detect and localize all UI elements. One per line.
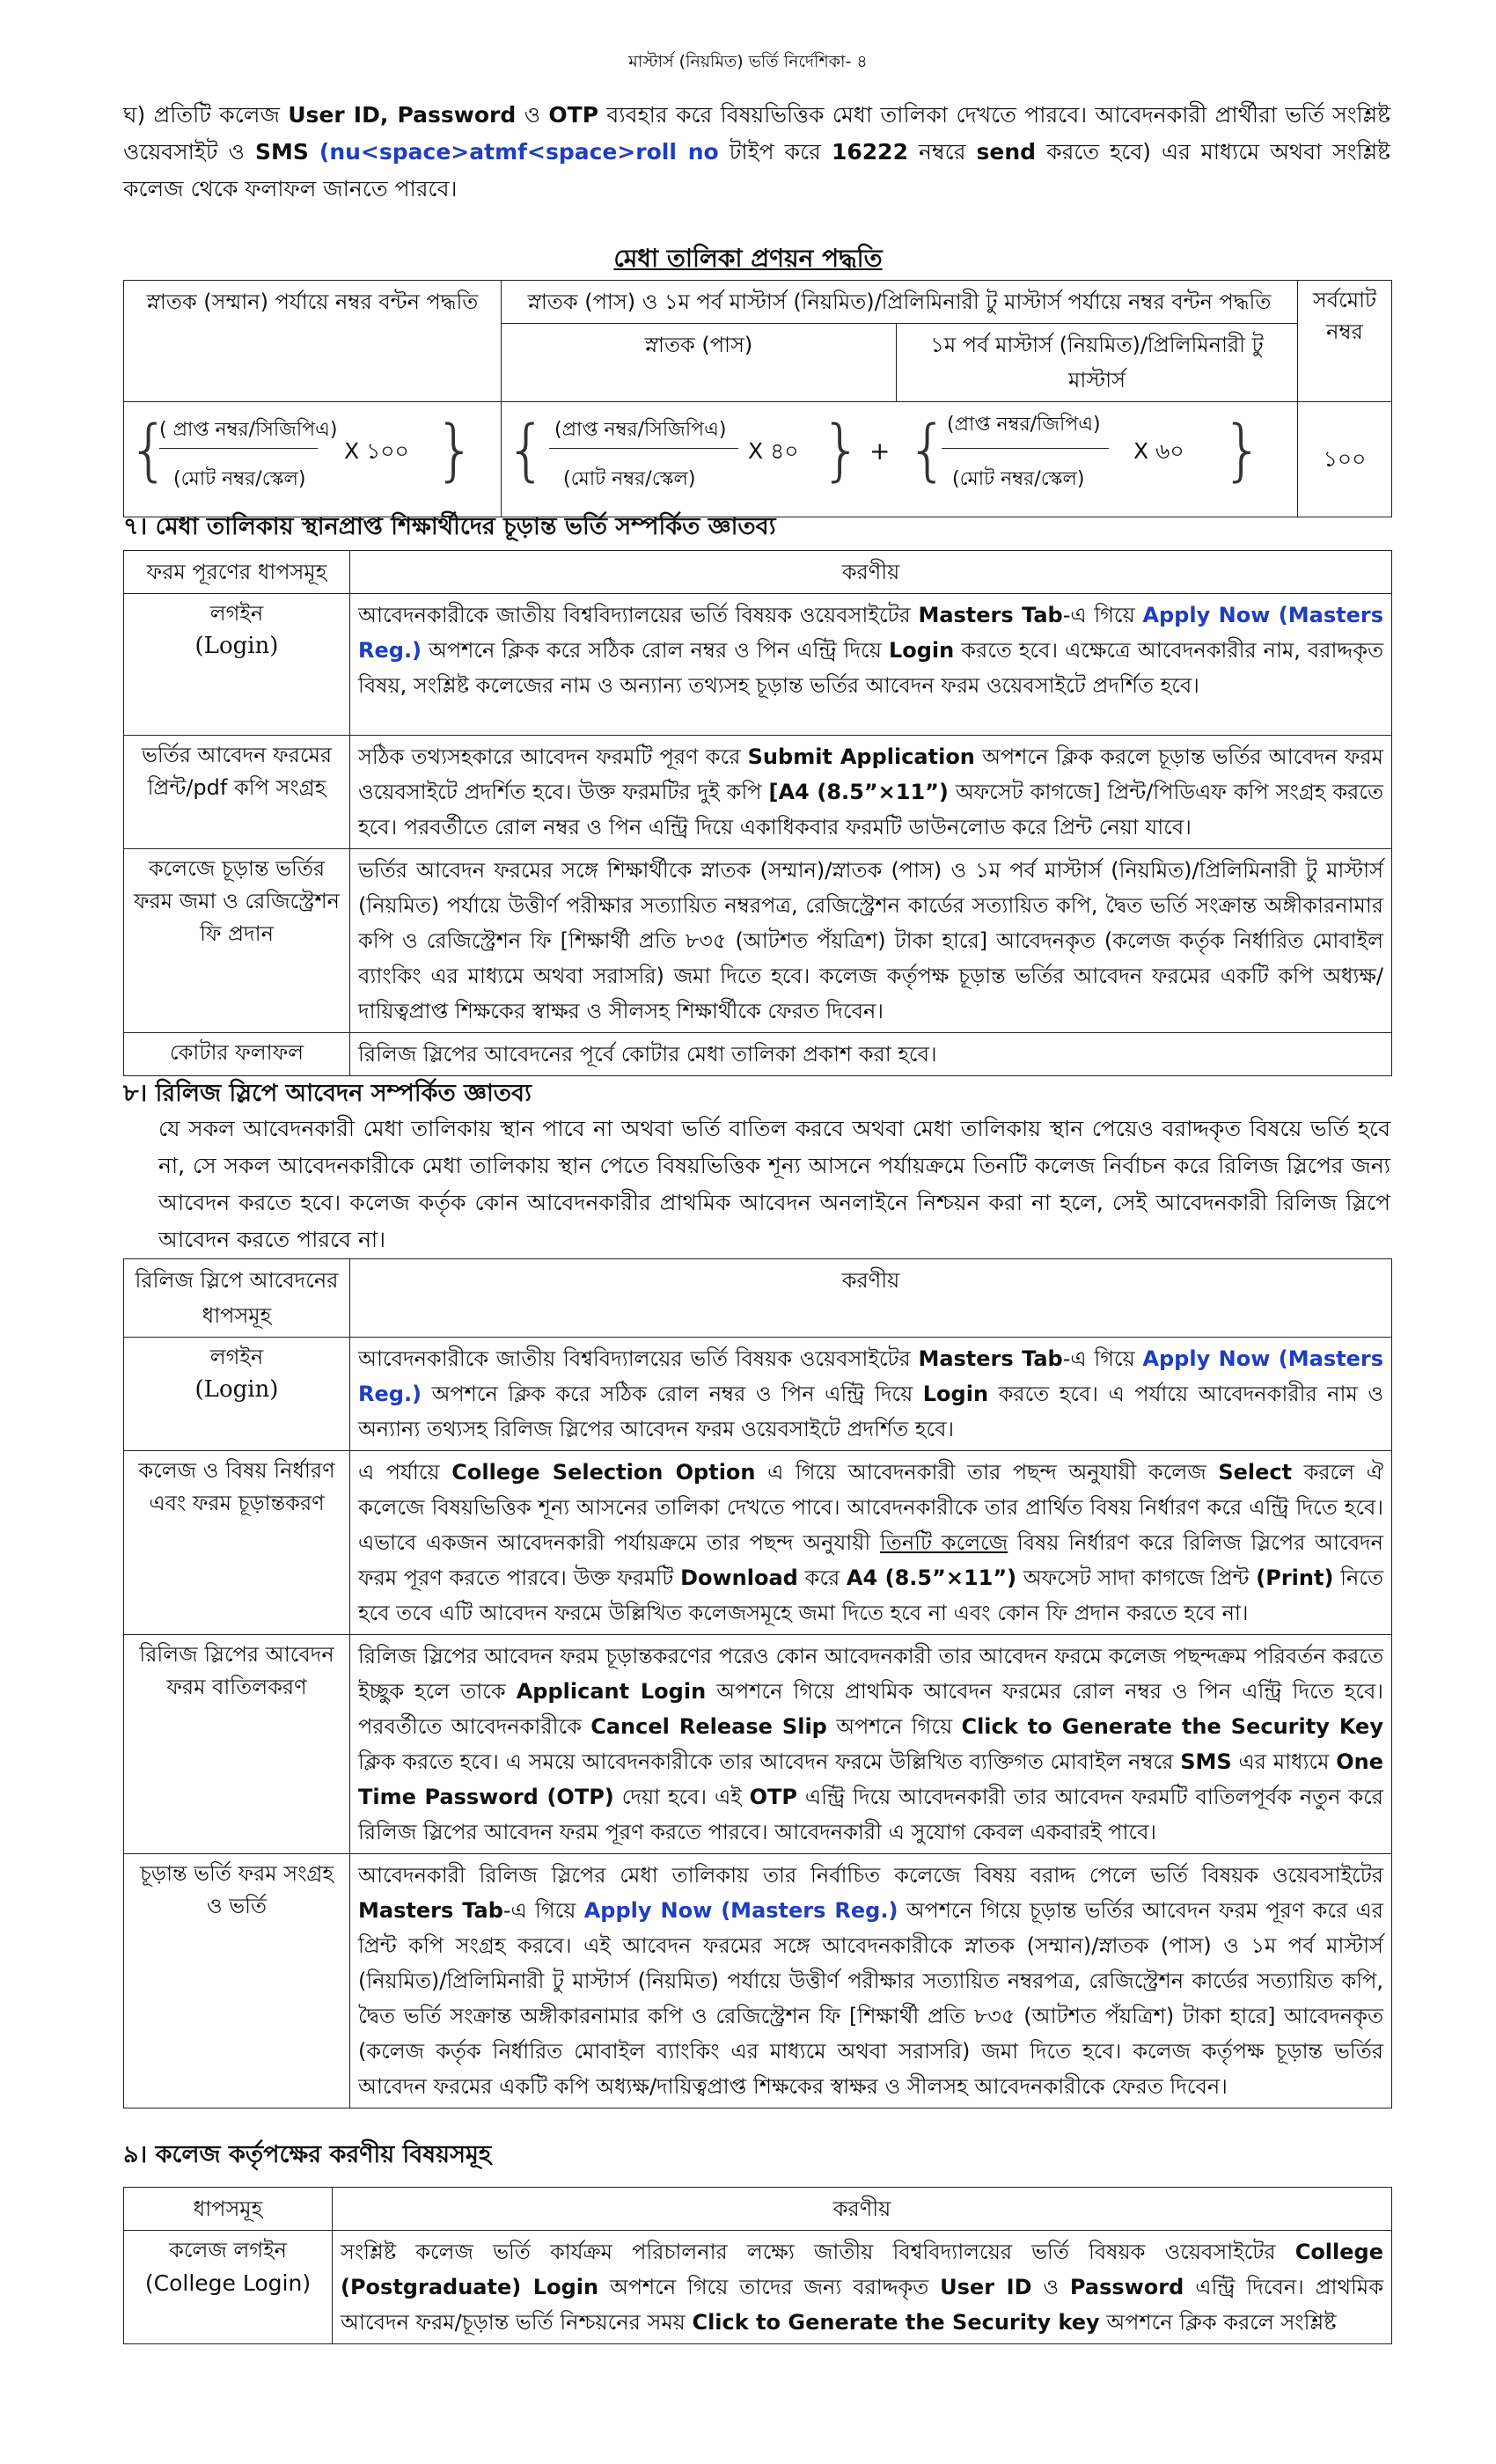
text: ও	[1043, 2275, 1060, 2299]
text: বিষয় নির্ধারণ করে রিলিজ স্লিপের আবেদন ফরম পূরণ করতে পারবে। উক্ত ফরমটি	[358, 1530, 1383, 1590]
section-7-title: ৭। মেধা তালিকায় স্থানপ্রাপ্ত শিক্ষার্থীদের চূড়ান্ত ভর্তি সম্পর্কিত জ্ঞাতব্য	[123, 513, 776, 540]
formula-plus: +	[869, 436, 891, 466]
text: -এ গিয়ে	[1062, 1346, 1135, 1371]
table-row	[124, 736, 1392, 849]
text-bold: Masters Tab	[918, 1346, 1063, 1371]
intro-text: ব্যবহার করে বিষয়ভিত্তিক মেধা তালিকা দেখতে পারবে। আবেদনকারী প্রার্থীরা ভর্তি সংশ্লিষ্ট ওয়েবসাইট ও	[123, 102, 1390, 165]
text: আবেদনকারীকে জাতীয় বিশ্ববিদ্যালয়ের ভর্তি বিষয়ক ওয়েবসাইটের	[358, 1346, 911, 1371]
text-bold: Select	[1218, 1460, 1293, 1485]
text-bold: Click to Generate the Security key	[692, 2310, 1100, 2335]
section-8-table	[123, 1258, 1392, 2108]
text-bold: Download	[680, 1566, 798, 1590]
sec7-action-print	[350, 736, 1392, 849]
sec7-step-login	[124, 594, 350, 736]
text-bold: A4 (8.5”×11”)	[846, 1566, 1017, 1590]
text: -এ গিয়ে	[1062, 603, 1135, 627]
step-label: কলেজ লগইন	[169, 2238, 287, 2262]
right-brace-icon: }	[820, 410, 863, 488]
formula-denominator: (মোট নম্বর/স্কেল)	[563, 468, 696, 490]
fraction-line	[942, 448, 1109, 449]
merit-formula-pass	[502, 402, 1298, 517]
text: দেয়া হবে। এই	[621, 1785, 742, 1809]
sec8-step-college: কলেজ ও বিষয় নির্ধারণ এবং ফরম চূড়ান্তকরণ	[124, 1451, 350, 1635]
text-bold: OTP	[749, 1785, 797, 1809]
text: করতে হবে। এ পর্যায়ে আবেদনকারীর নাম ও অন্যান্য তথ্যসহ রিলিজ স্লিপের আবেদন ফরম ওয়েবসাইটে প্রদর্শিত হবে।	[358, 1382, 1383, 1441]
text-bold: College (Postgraduate) Login	[341, 2240, 1383, 2299]
text: অপশনে গিয়ে তাদের জন্য বরাদ্দকৃত	[609, 2275, 929, 2299]
section-8-title: ৮। রিলিজ স্লিপে আবেদন সম্পর্কিত জ্ঞাতব্য	[123, 1080, 532, 1107]
intro-text: ও	[524, 102, 541, 128]
sec8-step-login	[124, 1338, 350, 1451]
intro-text: নম্বরে	[919, 139, 966, 165]
text: নিতে হবে তবে এটি আবেদন ফরমে উল্লিখিত কলেজসমূহে জমা দিতে হবে না এবং কোন ফি প্রদান করতে হবে না।	[358, 1566, 1383, 1625]
section-8-paragraph: যে সকল আবেদনকারী মেধা তালিকায় স্থান পাবে না অথবা ভর্তি বাতিল করবে অথবা মেধা তালিকায় স্থান পেয়েও বরাদ্দকৃত বিষয়ে ভর্তি হবে না, সে সকল আবেদনকারীকে মেধা তালিকায় স্থান পেতে বিষয়ভিত্তিক শূন্য আসনে পর্যায়ক্রমে তিনটি কলেজ নির্বাচন করে রিলিজ স্লিপের জন্য আবেদন করতে হবে। কলেজ কর্তৃক কোন আবেদনকারীর প্রাথমিক আবেদন অনলাইনে নিশ্চয়ন করা না হলে, সেই আবেদনকারী রিলিজ স্লিপে আবেদন করতে পারবে না।	[158, 1116, 1390, 1252]
text: -এ গিয়ে	[502, 1898, 576, 1923]
text: রিলিজ স্লিপের আবেদন ফরম চূড়ান্তকরণের পরেও কোন আবেদনকারী তার আবেদন ফরমে কলেজ পছন্দক্রম পরিবর্তন করতে ইচ্ছুক হলে তাকে	[358, 1644, 1383, 1704]
sec8-header-steps: রিলিজ স্লিপে আবেদনের ধাপসমূহ	[124, 1259, 350, 1338]
merit-formula-honours	[124, 402, 502, 517]
table-row	[124, 594, 1392, 736]
sec8-step-admission: চূড়ান্ত ভর্তি ফরম সংগ্রহ ও ভর্তি	[124, 1854, 350, 2108]
intro-send: send	[976, 139, 1037, 165]
formula-multiplier: X ১০০	[344, 438, 409, 464]
sec8-action-login	[350, 1338, 1392, 1451]
sec7-step-quota: কোটার ফলাফল	[124, 1033, 350, 1076]
step-label: লগইন	[209, 1345, 264, 1369]
formula-numerator: ( প্রাপ্ত নম্বর/সিজিপিএ)	[159, 419, 338, 441]
merit-title: মেধা তালিকা প্রণয়ন পদ্ধতি	[613, 244, 883, 273]
intro-text: টাইপ করে	[729, 139, 821, 165]
intro-sms: SMS	[254, 139, 309, 165]
sec9-header-steps: ধাপসমূহ	[124, 2188, 333, 2231]
sec9-action-college-login	[333, 2231, 1392, 2344]
merit-col-pass: স্নাতক (পাস) ও ১ম পর্ব মাস্টার্স (নিয়মিত)/প্রিলিমিনারী টু মাস্টার্স পর্যায়ে নম্বর বন্টন পদ্ধতি	[502, 281, 1298, 324]
table-row	[124, 1033, 1392, 1076]
table-row	[124, 1451, 1392, 1635]
text: এর মাধ্যমে	[1238, 1749, 1330, 1774]
section-9-table	[123, 2187, 1392, 2344]
text: অপশনে গিয়ে	[836, 1714, 953, 1739]
formula-multiplier: X ৪০	[748, 438, 799, 464]
section-7-table	[123, 550, 1392, 1076]
table-row	[124, 849, 1392, 1033]
merit-table	[123, 280, 1392, 517]
left-brace-icon: {	[906, 410, 950, 488]
sec7-step-submit: কলেজে চূড়ান্ত ভর্তির ফরম জমা ও রেজিস্ট্রেশন ফি প্রদান	[124, 849, 350, 1033]
text: এ গিয়ে আবেদনকারী তার পছন্দ অনুযায়ী কলেজ	[767, 1460, 1206, 1485]
text: অপশনে ক্লিক করলে সংশ্লিষ্ট	[1106, 2310, 1337, 2335]
apply-now-link: Apply Now (Masters Reg.)	[583, 1898, 898, 1923]
text: এন্ট্রি দিয়ে আবেদনকারী তার আবেদন ফরমটি বাতিলপূর্বক নতুন করে রিলিজ স্লিপের আবেদন ফরম পূরণ করতে পারবে। আবেদনকারী এ সুযোগ কেবল একবারই পাবে।	[358, 1785, 1383, 1844]
sec8-step-cancel: রিলিজ স্লিপের আবেদন ফরম বাতিলকরণ	[124, 1635, 350, 1854]
formula-numerator: (প্রাপ্ত নম্বর/সিজিপিএ)	[554, 419, 727, 441]
sec7-header-steps: ফরম পূরণের ধাপসমূহ	[124, 551, 350, 594]
text: করে	[804, 1566, 840, 1590]
formula-numerator: (প্রাপ্ত নম্বর/জিপিএ)	[947, 414, 1101, 436]
formula-denominator: (মোট নম্বর/স্কেল)	[173, 468, 306, 490]
table-row	[124, 1635, 1392, 1854]
merit-sub-pass: স্নাতক (পাস)	[502, 324, 897, 402]
text-underlined: তিনটি কলেজে	[879, 1530, 1008, 1555]
text-bold: Cancel Release Slip	[590, 1714, 827, 1739]
sec7-action-quota: রিলিজ স্লিপের আবেদনের পূর্বে কোটার মেধা তালিকা প্রকাশ করা হবে।	[350, 1033, 1392, 1076]
apply-now-link: Apply Now (Masters Reg.)	[358, 603, 1383, 663]
text-bold: SMS	[1180, 1749, 1232, 1774]
text: সঠিক তথ্যসহকারে আবেদন ফরমটি পূরণ করে	[358, 744, 741, 769]
sec8-action-college	[350, 1451, 1392, 1635]
formula-denominator: (মোট নম্বর/স্কেল)	[952, 468, 1085, 490]
section-9-title: ৯। কলেজ কর্তৃপক্ষের করণীয় বিষয়সমূহ	[123, 2141, 492, 2168]
formula-multiplier: X ৬০	[1133, 438, 1184, 464]
left-brace-icon: {	[505, 410, 548, 488]
sec7-action-login	[350, 594, 1392, 736]
merit-col-total: সর্বমোট নম্বর	[1298, 281, 1392, 402]
sec8-action-cancel	[350, 1635, 1392, 1854]
step-label: লগইন	[209, 601, 264, 626]
text-bold: Applicant Login	[516, 1679, 707, 1704]
text-bold: [A4 (8.5”×11”)	[768, 780, 949, 804]
text: আবেদনকারী রিলিজ স্লিপের মেধা তালিকায় তার নির্বাচিত কলেজে বিষয় বরাদ্দ পেলে ভর্তি বিষয়ক ওয়েবসাইটের	[358, 1863, 1383, 1888]
table-row	[124, 1338, 1392, 1451]
sec9-header-actions: করণীয়	[333, 2188, 1392, 2231]
text: এন্ট্রি দিবেন। প্রাথমিক আবেদন ফরম/চূড়ান্ত ভর্তি নিশ্চয়নের সময়	[341, 2275, 1383, 2335]
sec8-header-actions: করণীয়	[350, 1259, 1392, 1338]
text: অফসেট সাদা কাগজে প্রিন্ট	[1023, 1566, 1250, 1590]
page-header: মাস্টার্স (নিয়মিত) ভর্তি নির্দেশিকা- ৪	[628, 52, 868, 71]
sec8-action-admission	[350, 1854, 1392, 2108]
merit-sub-masters: ১ম পর্ব মাস্টার্স (নিয়মিত)/প্রিলিমিনারী টু মাস্টার্স	[897, 324, 1298, 402]
text: অপশনে গিয়ে প্রাথমিক আবেদন ফরমের রোল নম্বর ও পিন এন্ট্রি দিতে হবে। পরবর্তীতে আবেদনকারীকে	[358, 1679, 1383, 1739]
text-bold: Submit Application	[747, 744, 975, 769]
text: এ পর্যায়ে	[358, 1460, 440, 1485]
text-bold: College Selection Option	[451, 1460, 756, 1485]
table-row	[124, 1854, 1392, 2108]
text: অপশনে ক্লিক করলে চূড়ান্ত ভর্তির আবেদন ফরম ওয়েবসাইটে প্রদর্শিত হবে। উক্ত ফরমটির দুই কপি	[358, 744, 1383, 804]
merit-col-honours: স্নাতক (সম্মান) পর্যায়ে নম্বর বন্টন পদ্ধতি	[124, 281, 502, 402]
intro-paragraph	[123, 97, 1390, 208]
text-bold: One Time Password (OTP)	[358, 1749, 1383, 1809]
step-label-en: (College Login)	[144, 2270, 312, 2296]
intro-otp: OTP	[548, 102, 599, 128]
merit-total-value: ১০০	[1298, 402, 1392, 517]
right-brace-icon: }	[434, 410, 477, 488]
text: আবেদনকারীকে জাতীয় বিশ্ববিদ্যালয়ের ভর্তি বিষয়ক ওয়েবসাইটের	[358, 603, 911, 627]
text-bold: Click to Generate the Security Key	[961, 1714, 1383, 1739]
apply-now-link: Apply Now (Masters Reg.)	[358, 1346, 1383, 1406]
sec7-action-submit: ভর্তির আবেদন ফরমের সঙ্গে শিক্ষার্থীকে স্নাতক (সম্মান)/স্নাতক (পাস) ও ১ম পর্ব মাস্টার্স (নিয়মিত)/প্রিলিমিনারী টু মাস্টার্স (নিয়মিত) পর্যায়ে উত্তীর্ণ পরীক্ষার সত্যায়িত নম্বরপত্র, রেজিস্ট্রেশন কার্ডের সত্যায়িত কপি, দ্বৈত ভর্তি সংক্রান্ত অঙ্গীকারনামার কপি ও রেজিস্ট্রেশন ফি [শিক্ষার্থী প্রতি ৮৩৫ (আটশত পঁয়ত্রিশ) টাকা হারে] আবেদনকৃত (কলেজ কর্তৃক নির্ধারিত মোবাইল ব্যাংকিং এর মাধ্যমে অথবা সরাসরি) জমা দিতে হবে। কলেজ কর্তৃপক্ষ চূড়ান্ত ভর্তির আবেদন ফরমের একটি কপি অধ্যক্ষ/দায়িত্বপ্রাপ্ত শিক্ষকের স্বাক্ষর ও সীলসহ শিক্ষার্থীকে ফেরত দিবেন।	[350, 849, 1392, 1033]
text-bold: User ID	[940, 2275, 1032, 2299]
text-bold: Login	[922, 1382, 989, 1406]
right-brace-icon: }	[1221, 410, 1265, 488]
text-bold: Password	[1069, 2275, 1184, 2299]
intro-text: ঘ) প্রতিটি কলেজ	[123, 102, 280, 128]
text: করলে ঐ কলেজে বিষয়ভিত্তিক শূন্য আসনের তালিকা দেখতে পাবে। আবেদনকারীকে তার প্রার্থিত বিষয় নির্ধারণ করে এন্ট্রি দিতে হবে। এভাবে একজন আবেদনকারী পর্যায়ক্রমে তার পছন্দ অনুযায়ী	[358, 1460, 1384, 1555]
text-bold: Masters Tab	[918, 603, 1063, 627]
text: সংশ্লিষ্ট কলেজ ভর্তি কার্যক্রম পরিচালনার লক্ষ্যে জাতীয় বিশ্ববিদ্যালয়ের ভর্তি বিষয়ক ওয়েবসাইটের	[341, 2240, 1276, 2264]
fraction-line	[549, 448, 738, 449]
fraction-line	[159, 448, 318, 449]
intro-sms-number: 16222	[831, 139, 908, 165]
intro-sms-format: (nu<space>atmf<space>roll no	[319, 139, 719, 165]
sec7-header-actions: করণীয়	[350, 551, 1392, 594]
text-bold: (Print)	[1256, 1566, 1334, 1590]
text: অপশনে গিয়ে চূড়ান্ত ভর্তির আবেদন ফরম পূরণ করে এর প্রিন্ট কপি সংগ্রহ করবে। এই আবেদন ফরমের সঙ্গে আবেদনকারীকে স্নাতক (সম্মান)/স্নাতক (পাস) ও ১ম পর্ব মাস্টার্স (নিয়মিত)/প্রিলিমিনারী টু মাস্টার্স (নিয়মিত) পর্যায়ে উত্তীর্ণ পরীক্ষার সত্যায়িত নম্বরপত্র, রেজিস্ট্রেশন কার্ডের সত্যায়িত কপি, দ্বৈত ভর্তি সংক্রান্ত অঙ্গীকারনামার কপি ও রেজিস্ট্রেশন ফি [শিক্ষার্থী প্রতি ৮৩৫ (আটশত পঁয়ত্রিশ) টাকা হারে] আবেদনকৃত (কলেজ কর্তৃক নির্ধারিত মোবাইল ব্যাংকিং এর মাধ্যমে অথবা সরাসরি) জমা দিতে হবে। কলেজ কর্তৃপক্ষ চূড়ান্ত ভর্তির আবেদন ফরমের একটি কপি অধ্যক্ষ/দায়িত্বপ্রাপ্ত শিক্ষকের স্বাক্ষর ও সীলসহ আবেদনকারীকে ফেরত দিবেন।	[358, 1898, 1383, 2099]
intro-text: করতে হবে) এর মাধ্যমে অথবা সংশ্লিষ্ট কলেজ থেকে ফলাফল জানতে পারবে।	[123, 139, 1390, 202]
text: অফসেট কাগজে] প্রিন্ট/পিডিএফ কপি সংগ্রহ করতে হবে। পরবর্তীতে রোল নম্বর ও পিন এন্ট্রি দিয়ে একাধিকবার ফরমটি ডাউনলোড করে প্রিন্ট নেয়া যাবে।	[358, 780, 1383, 840]
text: ক্লিক করতে হবে। এ সময়ে আবেদনকারীকে তার আবেদন ফরমে উল্লিখিত ব্যক্তিগত মোবাইল নম্বরে	[358, 1749, 1174, 1774]
text: অপশনে ক্লিক করে সঠিক রোল নম্বর ও পিন এন্ট্রি দিয়ে	[431, 1382, 913, 1406]
sec7-step-print: ভর্তির আবেদন ফরমের প্রিন্ট/pdf কপি সংগ্রহ	[124, 736, 350, 849]
step-label-en: (Login)	[194, 1376, 279, 1403]
text: অপশনে ক্লিক করে সঠিক রোল নম্বর ও পিন এন্ট্রি দিয়ে	[429, 638, 882, 663]
table-row	[124, 2231, 1392, 2344]
left-brace-icon: {	[128, 410, 171, 488]
intro-credentials: User ID, Password	[288, 102, 517, 128]
step-label-en: (Login)	[194, 633, 279, 659]
text-bold: Login	[888, 638, 955, 663]
text: করতে হবে। এক্ষেত্রে আবেদনকারীর নাম, বরাদ্দকৃত বিষয়, সংশ্লিষ্ট কলেজের নাম ও অন্যান্য তথ্যসহ চূড়ান্ত ভর্তির আবেদন ফরম ওয়েবসাইটে প্রদর্শিত হবে।	[358, 638, 1383, 698]
text-bold: Masters Tab	[358, 1898, 503, 1923]
sec9-step-college-login	[124, 2231, 333, 2344]
